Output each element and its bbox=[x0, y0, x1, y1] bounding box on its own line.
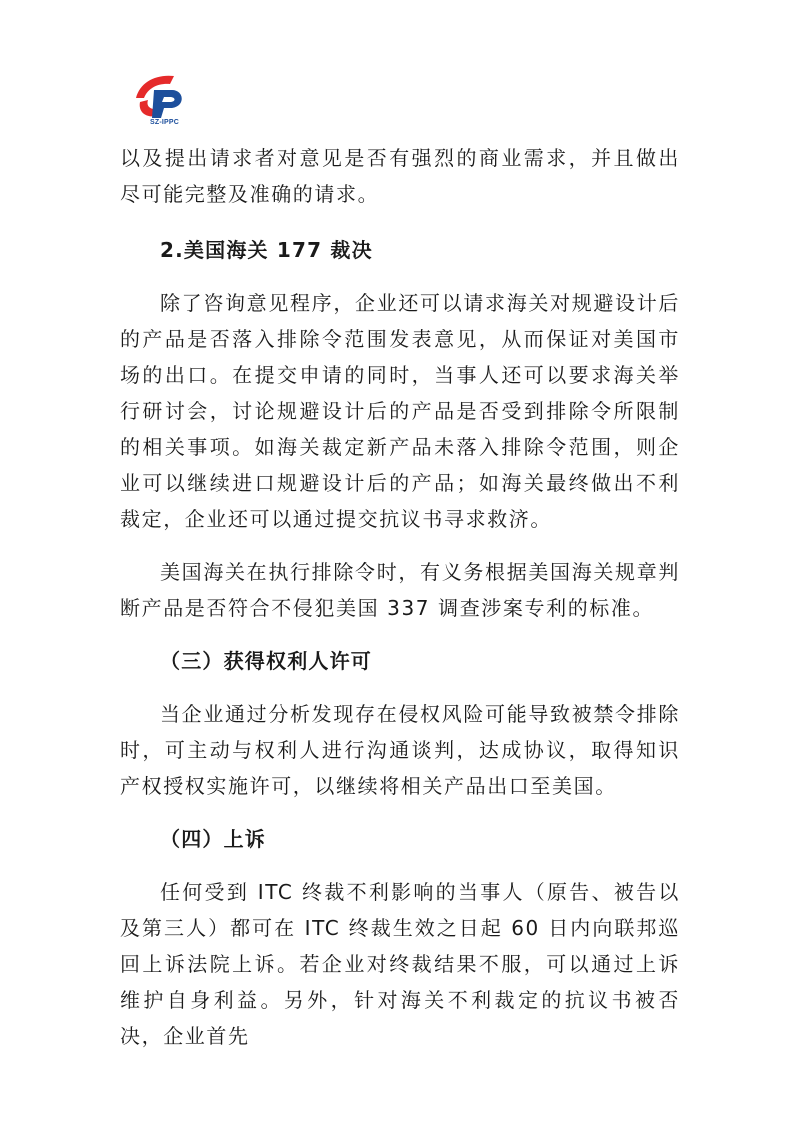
section-4-heading: （四）上诉 bbox=[160, 827, 266, 851]
section-2-paragraph-2: 美国海关在执行排除令时，有义务根据美国海关规章判断产品是否符合不侵犯美国 337 调查涉案专利的标准。 bbox=[120, 560, 680, 620]
continuation-paragraph: 以及提出请求者对意见是否有强烈的商业需求，并且做出尽可能完整及准确的请求。 bbox=[120, 146, 680, 206]
section-2-heading: 2.美国海关 177 裁决 bbox=[160, 238, 373, 262]
section-4-paragraph-1: 任何受到 ITC 终裁不利影响的当事人（原告、被告以及第三人）都可在 ITC 终裁生效之日起 60 日内向联邦巡回上诉法院上诉。若企业对终裁结果不服，可以通过上诉维护自身利益。另外，针对海关不利裁定的抗议书被否决，企业首先 bbox=[120, 880, 680, 1048]
logo-blue-p bbox=[152, 90, 182, 118]
page-content bbox=[120, 140, 680, 1054]
section-3-heading: （三）获得权利人许可 bbox=[160, 649, 372, 673]
logo-text: SZ-IPPC bbox=[150, 119, 180, 126]
section-2-paragraph-1: 除了咨询意见程序，企业还可以请求海关对规避设计后的产品是否落入排除令范围发表意见，从而保证对美国市场的出口。在提交申请的同时，当事人还可以要求海关举行研讨会，讨论规避设计后的产品是否受到排除令所限制的相关事项。如海关裁定新产品未落入排除令范围，则企业可以继续进口规避设计后的产品；如海关最终做出不利裁定，企业还可以通过提交抗议书寻求救济。 bbox=[120, 291, 680, 531]
section-3-paragraph-1: 当企业通过分析发现存在侵权风险可能导致被禁令排除时，可主动与权利人进行沟通谈判，达成协议，取得知识产权授权实施许可，以继续将相关产品出口至美国。 bbox=[120, 702, 680, 798]
